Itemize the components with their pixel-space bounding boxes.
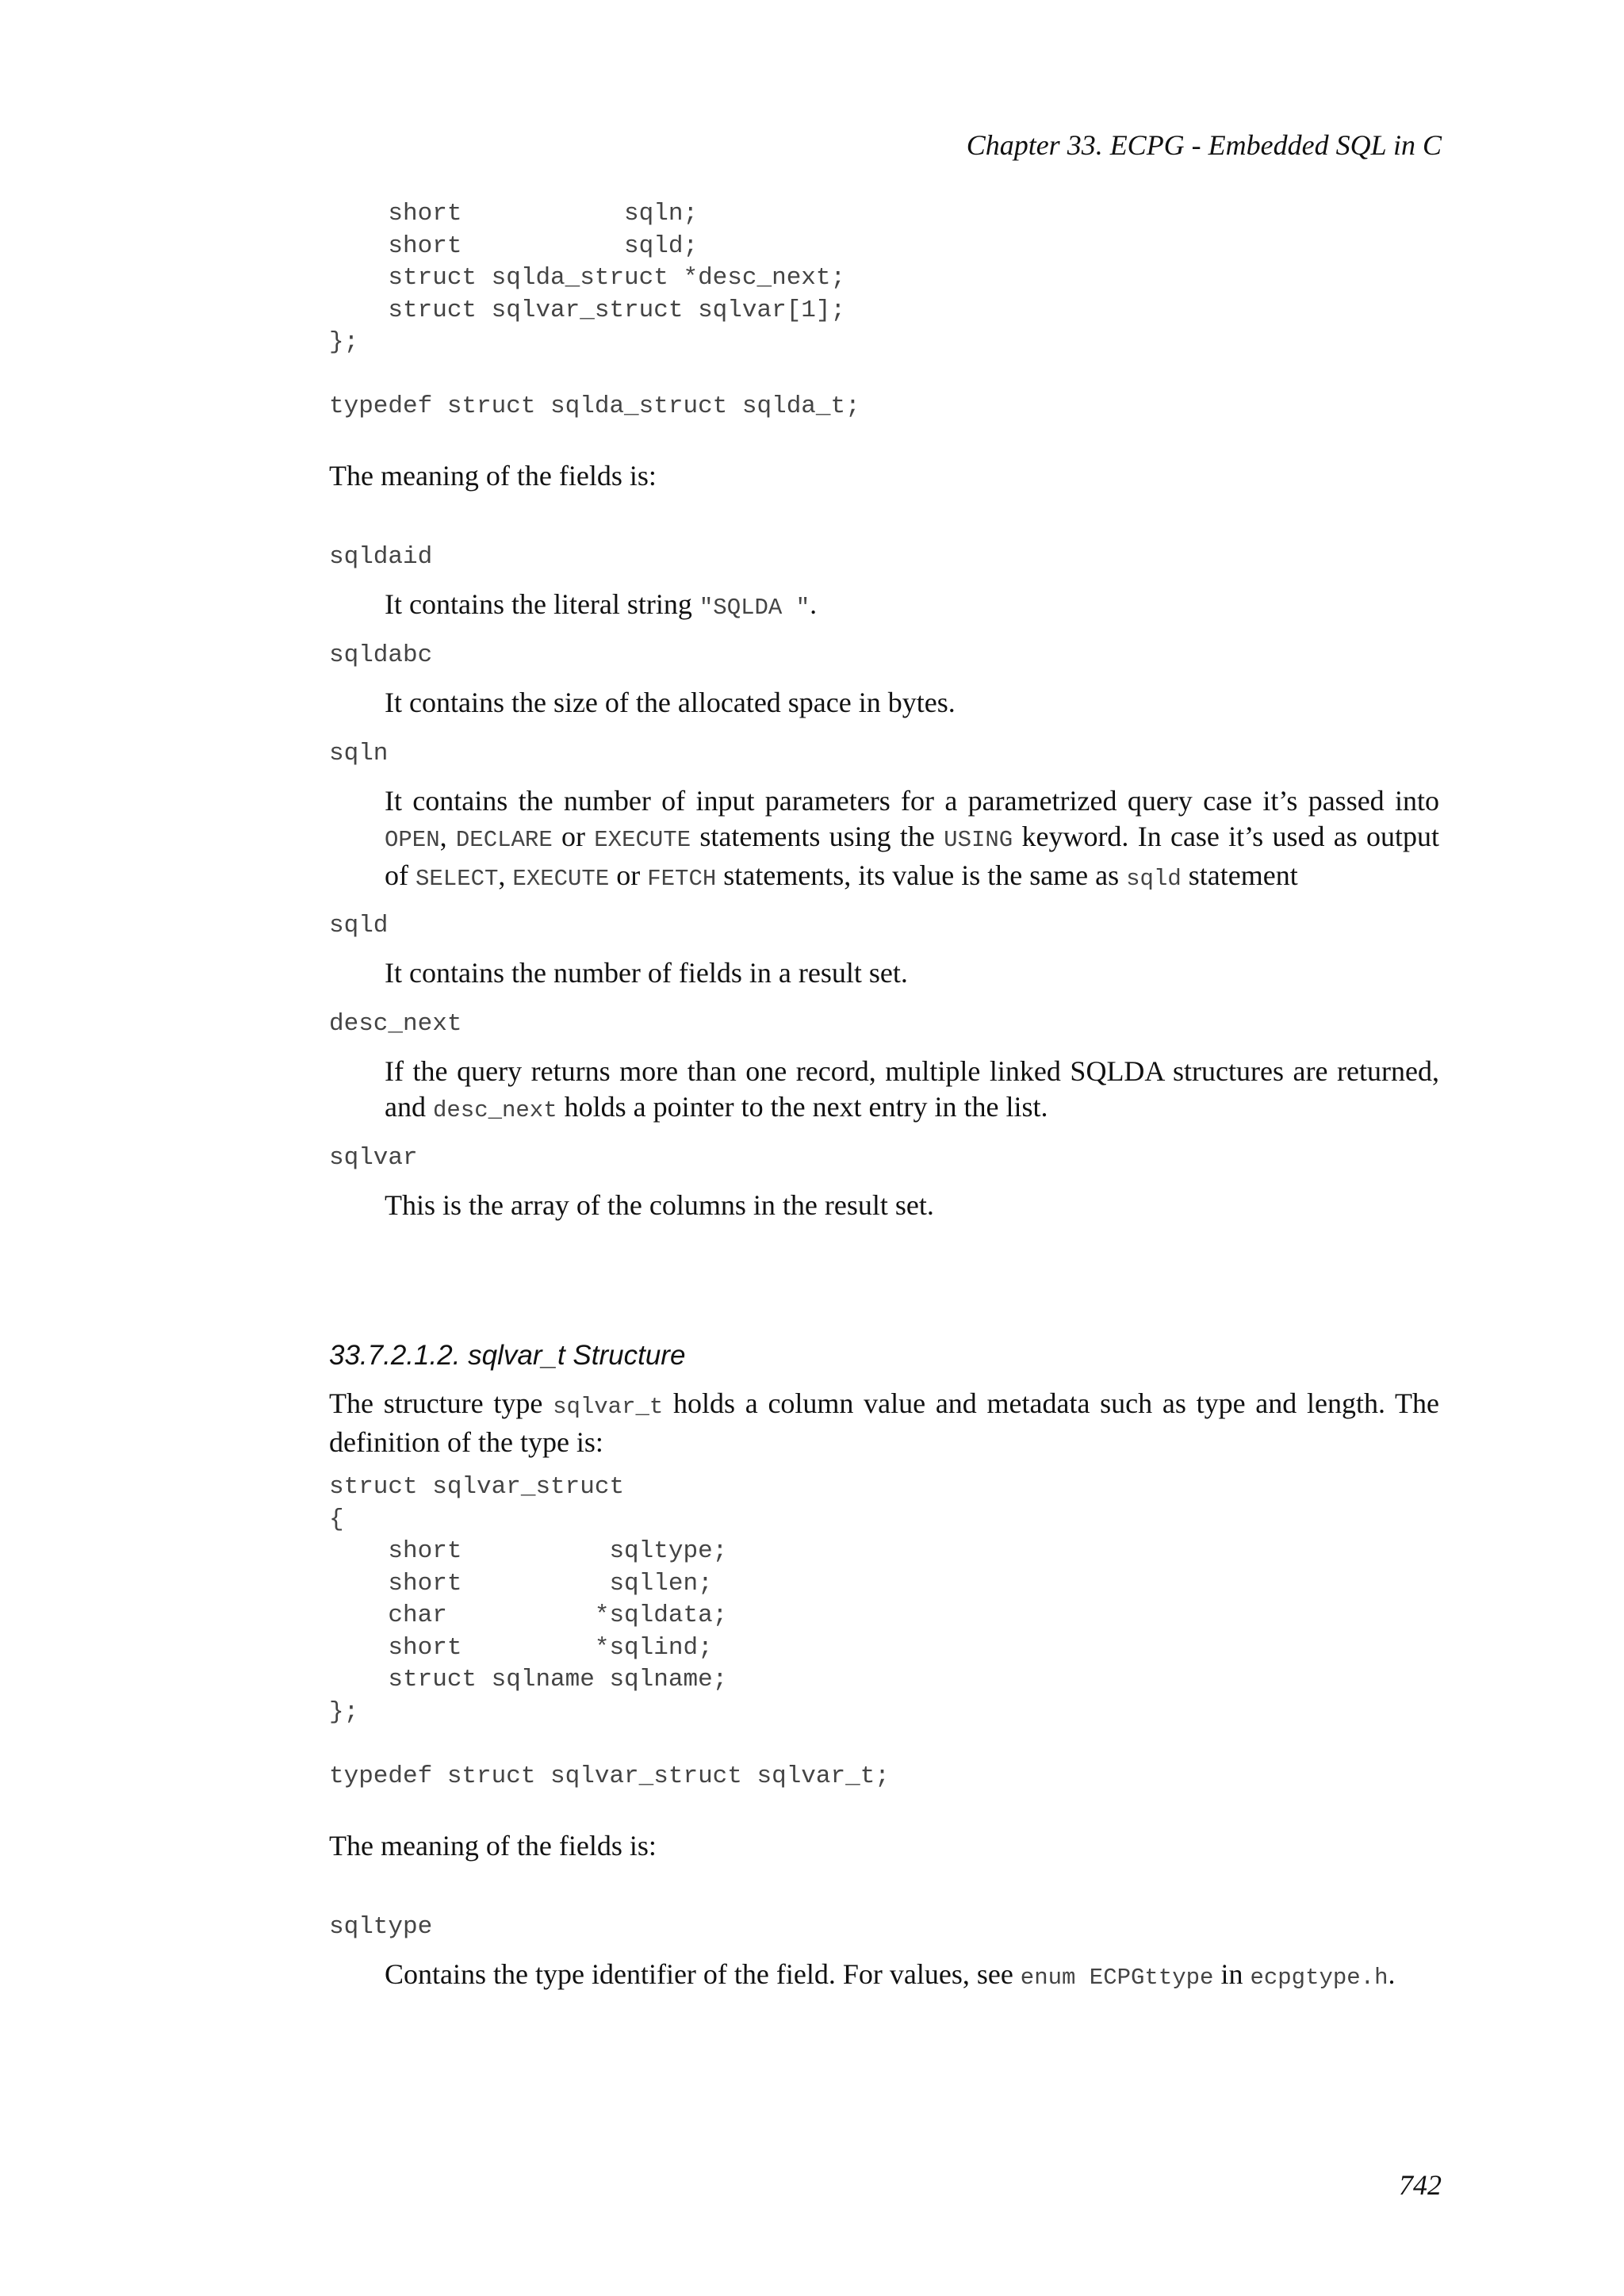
desc-text: . (810, 588, 818, 620)
desc-text: . (1388, 1958, 1396, 1990)
desc-sqln (385, 783, 1439, 897)
desc-text: statements, its value is the same as (716, 859, 1127, 891)
inline-code: sqlvar_t (553, 1394, 664, 1420)
code-sqlvar-struct: struct sqlvar_struct { short sqltype; short sqllen; char *sqldata; short *sqlind; struct sqlname sqlname; }; typedef struct sqlvar_struct sqlvar_t; (329, 1473, 890, 1790)
desc-sqlvar: This is the array of the columns in the result set. (385, 1189, 934, 1221)
inline-code: desc_next (432, 1097, 557, 1123)
inline-code: DECLARE (455, 827, 553, 853)
page-number: 742 (1399, 2169, 1442, 2201)
running-header: Chapter 33. ECPG - Embedded SQL in C (966, 129, 1442, 161)
desc-text: , (439, 821, 456, 852)
intro-text: The structure type (329, 1387, 553, 1419)
desc-text: or (552, 821, 595, 852)
desc-sqld: It contains the number of fields in a result set. (385, 957, 908, 989)
inline-code: SELECT (416, 866, 499, 892)
term-sqlvar: sqlvar (329, 1144, 418, 1172)
inline-code: "SQLDA " (699, 595, 810, 621)
fields-intro-text: The meaning of the fields is: (329, 1830, 657, 1862)
desc-text: It contains the literal string (385, 588, 699, 620)
code-sqlda-struct: short sqln; short sqld; struct sqlda_struct *desc_next; struct sqlvar_struct sqlvar[1]; }; typedef struct sqlda_struct sqlda_t; (329, 200, 860, 420)
section-heading: 33.7.2.1.2. sqlvar_t Structure (329, 1340, 686, 1371)
inline-code: USING (944, 827, 1013, 853)
inline-code: sqld (1126, 866, 1182, 892)
inline-code: FETCH (647, 866, 717, 892)
term-sqldaid: sqldaid (329, 543, 433, 571)
term-sqld: sqld (329, 912, 389, 939)
inline-code: EXECUTE (594, 827, 691, 853)
fields-intro-2 (329, 1828, 1439, 1864)
section-intro-text (329, 1386, 1439, 1460)
desc-text: in (1213, 1958, 1251, 1990)
desc-text: keyword. In case it’s used as output of (385, 821, 1439, 891)
desc-sqldabc: It contains the size of the allocated space in bytes. (385, 687, 956, 718)
term-sqltype: sqltype (329, 1913, 433, 1941)
term-desc-next: desc_next (329, 1010, 462, 1038)
desc-text: or (609, 859, 648, 891)
desc-desc-next (385, 1054, 1439, 1128)
term-sqldabc: sqldabc (329, 641, 433, 669)
section-intro (329, 1386, 1439, 1460)
desc-text: statements using the (691, 821, 944, 852)
desc-text: statement (1181, 859, 1298, 891)
desc-sqldaid (385, 587, 1439, 626)
inline-code: EXECUTE (512, 866, 610, 892)
fields-intro-1 (329, 458, 1439, 494)
desc-text: If the query returns more than one record, multiple linked SQLDA structures are returned, and (385, 1055, 1439, 1123)
desc-sqltype (385, 1957, 1439, 1996)
inline-code: OPEN (385, 827, 440, 853)
desc-text: Contains the type identifier of the field. For values, see (385, 1958, 1021, 1990)
desc-text: holds a pointer to the next entry in the list. (557, 1091, 1048, 1123)
inline-code: enum ECPGttype (1020, 1965, 1214, 1991)
code-block-sqlvar (329, 1471, 1439, 1793)
desc-text: It contains the number of input parameters for a parametrized query case it’s passed into (385, 785, 1439, 817)
intro-text: holds a column value and metadata such as type and length. The definition of the type is: (329, 1387, 1439, 1458)
desc-text: , (498, 859, 513, 891)
inline-code: ecpgtype.h (1250, 1965, 1388, 1991)
fields-intro-text: The meaning of the fields is: (329, 460, 657, 492)
term-sqln: sqln (329, 740, 389, 767)
code-block-sqlda-tail (329, 198, 1439, 423)
